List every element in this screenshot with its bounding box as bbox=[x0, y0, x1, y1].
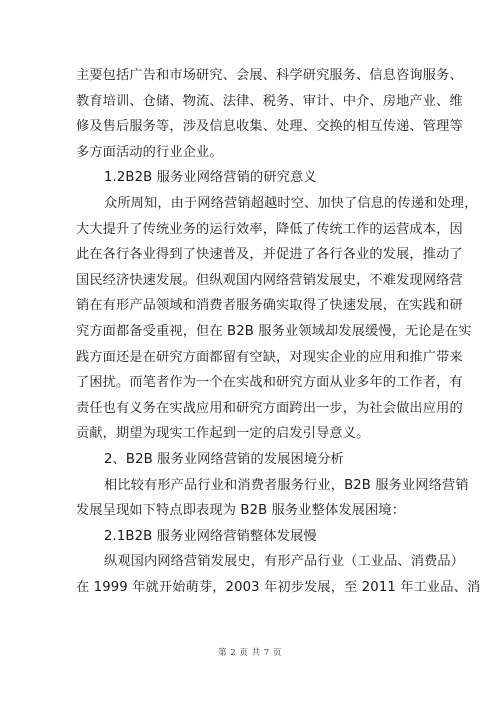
paragraph-line: 此在各行各业得到了快速普及，并促进了各行各业的发展，推动了 bbox=[76, 247, 463, 263]
paragraph-line: 修及售后服务等，涉及信息收集、处理、交换的相互传递、管理等 bbox=[76, 119, 463, 135]
paragraph-line: 国民经济快速发展。但纵观国内网络营销发展史，不难发现网络营 bbox=[76, 272, 463, 288]
section-heading: 2、B2B 服务业网络营销的发展困境分析 bbox=[104, 451, 344, 467]
paragraph-first-line: 纵观国内网络营销发展史，有形产品行业（工业品、消费品） bbox=[104, 554, 465, 570]
paragraph-line: 在 1999 年就开始萌芽，2003 年初步发展，至 2011 年工业品、消 bbox=[76, 579, 481, 595]
paragraph-line: 责任也有义务在实战应用和研究方面跨出一步，为社会做出应用的 bbox=[76, 400, 463, 416]
section-heading: 1.2B2B 服务业网络营销的研究意义 bbox=[104, 170, 317, 186]
paragraph-line: 销在有形产品领域和消费者服务确实取得了快速发展，在实践和研 bbox=[76, 298, 463, 314]
document-body bbox=[76, 63, 481, 600]
paragraph-line: 教育培训、仓储、物流、法律、税务、审计、中介、房地产业、维 bbox=[76, 93, 463, 109]
paragraph-first-line: 相比较有形产品行业和消费者服务行业，B2B 服务业网络营销 bbox=[104, 477, 469, 493]
paragraph-line: 主要包括广告和市场研究、会展、科学研究服务、信息咨询服务、 bbox=[76, 68, 463, 83]
paragraph-first-line: 众所周知，由于网络营销超越时空、加快了信息的传递和处理， bbox=[104, 195, 478, 211]
paragraph-line: 多方面活动的行业企业。 bbox=[76, 144, 223, 160]
paragraph-line: 大大提升了传统业务的运行效率，降低了传统工作的运营成本，因 bbox=[76, 221, 463, 237]
paragraph-line: 发展呈现如下特点即表现为 B2B 服务业整体发展困境： bbox=[76, 503, 406, 519]
paragraph-line: 了困扰。而笔者作为一个在实战和研究方面从业多年的工作者，有 bbox=[76, 375, 463, 391]
paragraph-line: 究方面都备受重视，但在 B2B 服务业领域却发展缓慢，无论是在实 bbox=[76, 323, 472, 339]
section-heading: 2.1B2B 服务业网络营销整体发展慢 bbox=[104, 528, 317, 544]
page-number-footer: 第 2 页 共 7 页 bbox=[218, 648, 282, 658]
paragraph-line: 践方面还是在研究方面都留有空缺，对现实企业的应用和推广带来 bbox=[76, 349, 463, 365]
paragraph-line: 贡献，期望为现实工作起到一定的启发引导意义。 bbox=[76, 426, 370, 442]
